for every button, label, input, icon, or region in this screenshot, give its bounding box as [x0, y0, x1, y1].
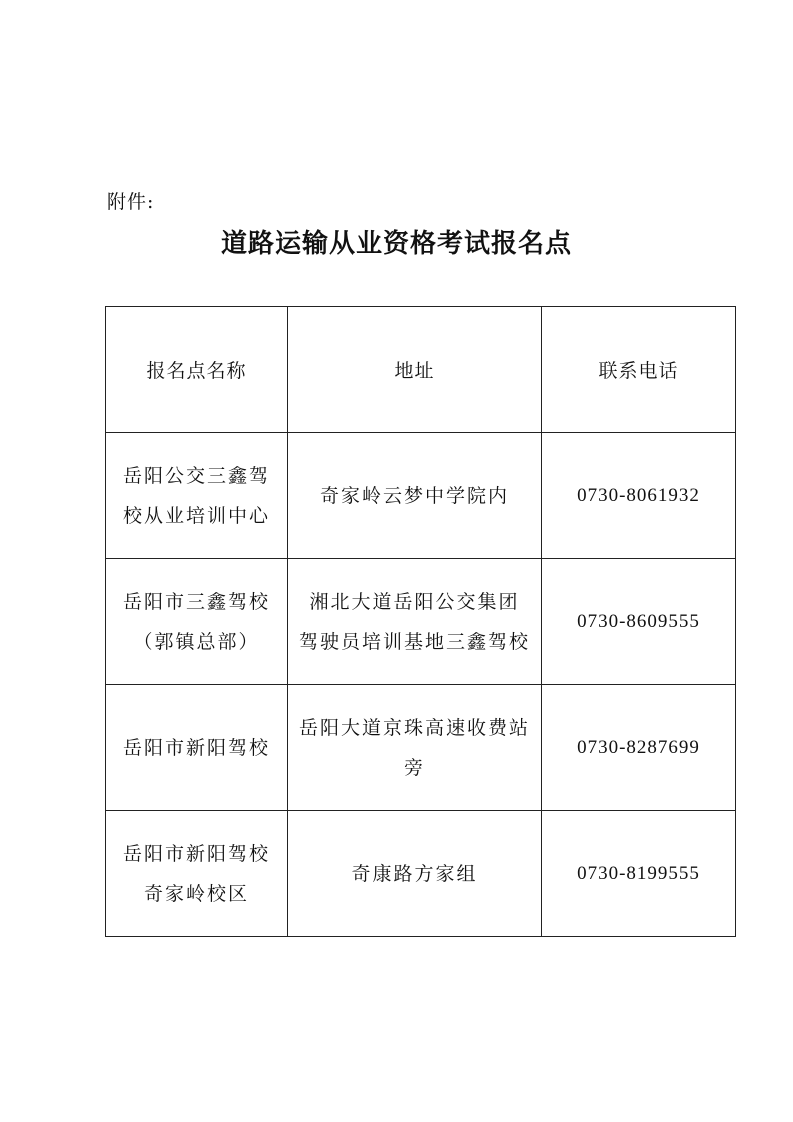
attachment-label: 附件: [107, 191, 155, 213]
site-name-line: 校从业培训中心 [122, 504, 270, 527]
address-cell [288, 559, 542, 685]
header-phone: 联系电话 [542, 307, 736, 433]
site-name-cell [106, 559, 288, 685]
address-line: 奇康路方家组 [351, 862, 478, 885]
table-row [106, 559, 736, 685]
address-cell [288, 811, 542, 937]
table-row [106, 433, 736, 559]
registration-sites-table [105, 306, 736, 937]
address-line: 奇家岭云梦中学院内 [319, 484, 509, 507]
site-name-line: 岳阳市新阳驾校 [122, 736, 270, 759]
site-name-line: 岳阳市三鑫驾校 [122, 590, 270, 613]
table-row [106, 811, 736, 937]
phone-cell: 0730-8061932 [542, 433, 736, 559]
document-title: 道路运输从业资格考试报名点 [220, 229, 572, 259]
table-row [106, 685, 736, 811]
address-line: 湘北大道岳阳公交集团 [309, 590, 520, 613]
address-line: 驾驶员培训基地三鑫驾校 [298, 630, 530, 653]
site-name-cell [106, 811, 288, 937]
site-name-line: 岳阳市新阳驾校 [122, 842, 270, 865]
table-header-row [106, 307, 736, 433]
phone-cell: 0730-8609555 [542, 559, 736, 685]
header-address: 地址 [288, 307, 542, 433]
address-line: 岳阳大道京珠高速收费站 [298, 716, 530, 739]
site-name-cell [106, 433, 288, 559]
address-cell [288, 433, 542, 559]
site-name-line: 岳阳公交三鑫驾 [122, 464, 270, 487]
phone-cell: 0730-8287699 [542, 685, 736, 811]
site-name-cell [106, 685, 288, 811]
phone-cell: 0730-8199555 [542, 811, 736, 937]
address-cell [288, 685, 542, 811]
address-line: 旁 [403, 756, 425, 779]
site-name-line: 奇家岭校区 [143, 882, 249, 905]
header-site-name: 报名点名称 [106, 307, 288, 433]
site-name-line: （郭镇总部） [133, 630, 260, 653]
